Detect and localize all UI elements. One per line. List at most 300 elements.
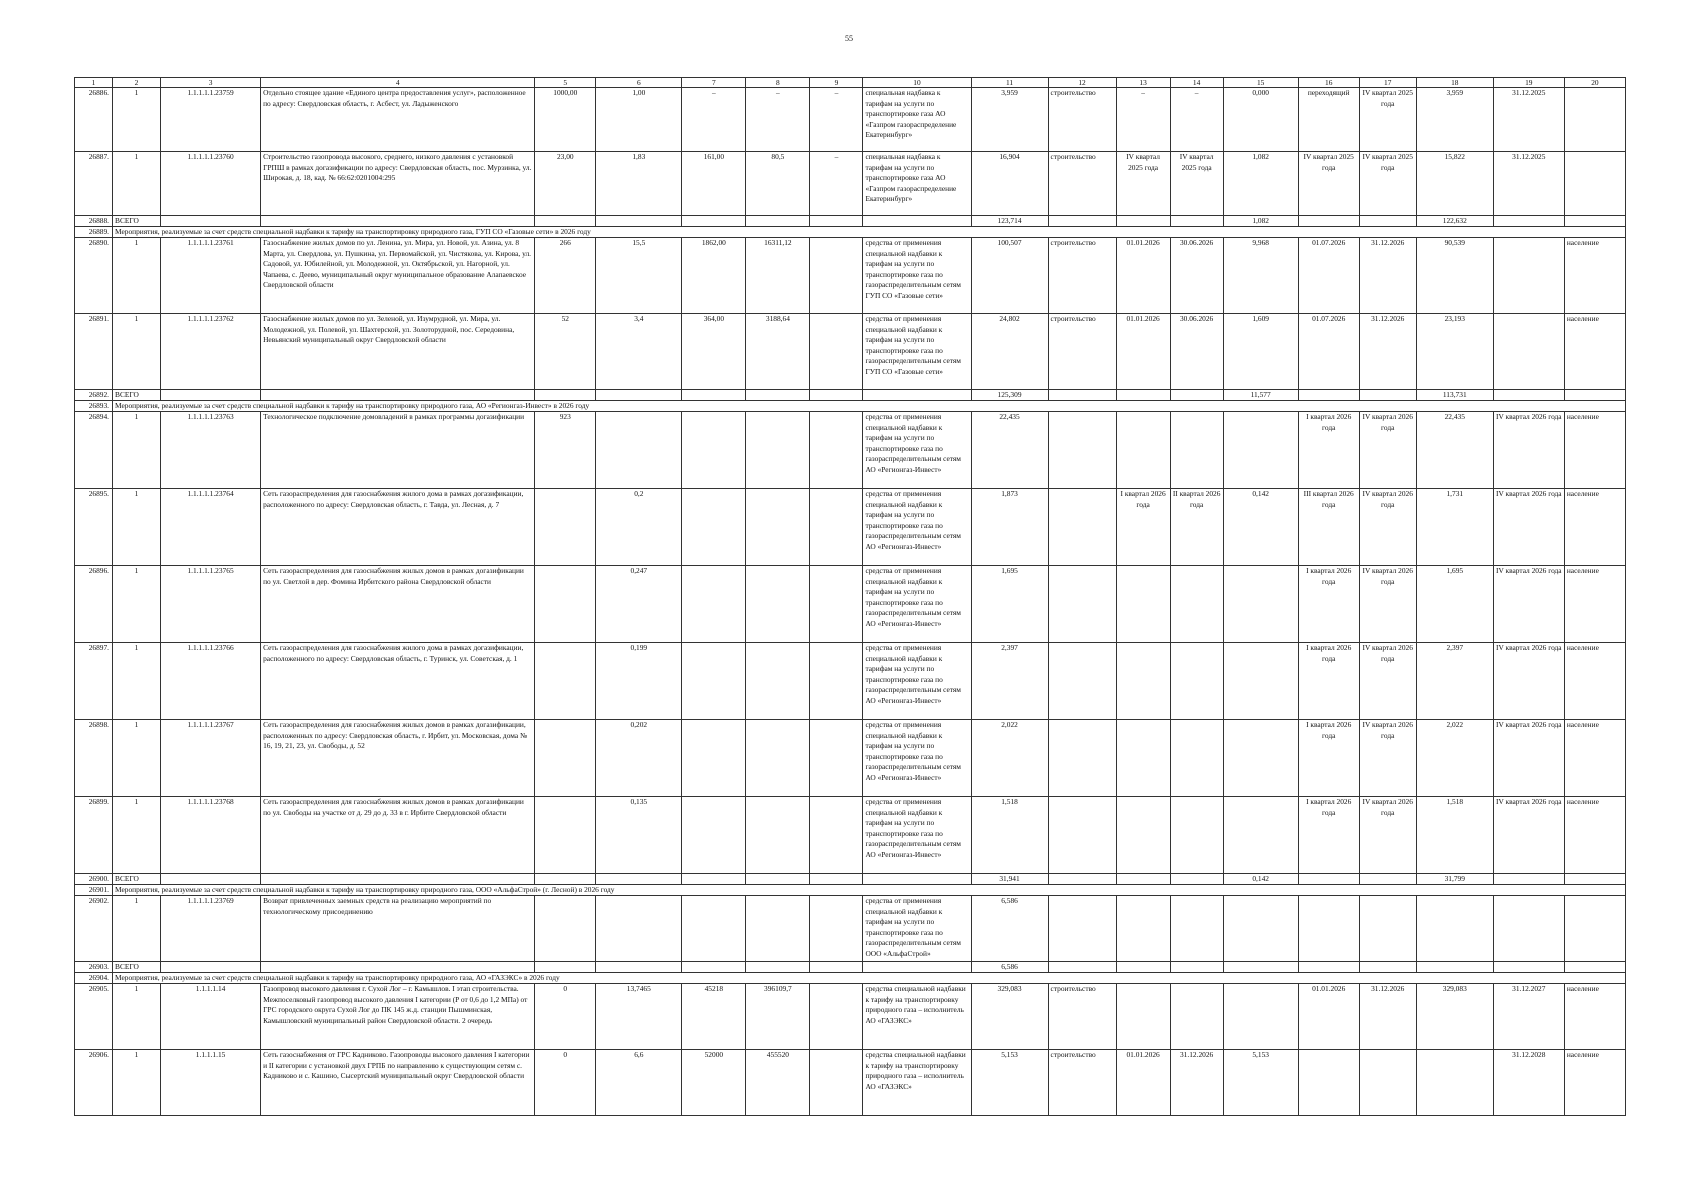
table-row [75,238,1626,314]
table-cell: население [1564,1050,1625,1116]
table-cell [261,216,535,227]
table-cell [161,962,261,973]
table-cell: IV квартал 2026 года [1359,566,1416,643]
table-cell: 22,435 [971,412,1048,489]
table-cell: 0,202 [596,720,682,797]
column-number-header: 7 [682,78,746,88]
table-cell: средства специальной надбавки к тарифу на транспортировку природного газа – исполнитель АО «ГАЗЭКС» [863,984,971,1050]
table-cell: 1 [113,643,161,720]
table-cell [1048,566,1116,643]
row-number-cell: 26894. [75,412,113,489]
table-cell: 23,00 [535,152,596,216]
table-cell: 0,142 [1223,489,1298,566]
table-cell: 1,082 [1223,216,1298,227]
table-cell: 125,309 [971,390,1048,401]
table-cell [535,566,596,643]
table-cell: 1.1.1.1.14 [161,984,261,1050]
table-cell: строительство [1048,314,1116,390]
table-cell [1493,874,1564,885]
table-cell [1048,797,1116,874]
table-row [75,797,1626,874]
table-cell: III квартал 2026 года [1298,489,1359,566]
table-cell: население [1564,984,1625,1050]
table-cell: 0,142 [1223,874,1298,885]
table-cell: население [1564,797,1625,874]
table-cell [1048,643,1116,720]
row-number-cell: 26888. [75,216,113,227]
table-cell: 1,082 [1223,152,1298,216]
table-cell: 16,904 [971,152,1048,216]
table-cell: 455520 [746,1050,810,1116]
table-cell [1493,962,1564,973]
table-cell: население [1564,566,1625,643]
table-cell [810,238,863,314]
table-cell [810,412,863,489]
table-cell [810,314,863,390]
table-cell: 1.1.1.1.1.23760 [161,152,261,216]
table-cell [746,962,810,973]
column-number-header: 3 [161,78,261,88]
table-cell [1564,390,1625,401]
table-cell: 1 [113,720,161,797]
table-cell: 2,022 [971,720,1048,797]
table-cell: 0,135 [596,797,682,874]
table-cell [1170,412,1223,489]
table-cell: 1 [113,152,161,216]
table-cell: средства от применения специальной надбавки к тарифам на услуги по транспортировке газа по газораспределительным сетям ООО «АльфаСтрой» [863,896,971,962]
table-cell: 01.01.2026 [1116,314,1170,390]
table-cell: 31.12.2025 [1493,88,1564,152]
table-cell: – [810,152,863,216]
section-header-row [75,401,1626,412]
section-header-row [75,227,1626,238]
table-cell: 31.12.2025 [1493,152,1564,216]
table-cell: 01.07.2026 [1298,314,1359,390]
row-number-cell: 26897. [75,643,113,720]
table-cell [1170,390,1223,401]
table-cell [1416,896,1493,962]
table-cell: ВСЕГО [113,390,161,401]
table-cell [746,797,810,874]
table-cell: Технологическое подключение домовладений в рамках программы догазификации [261,412,535,489]
table-cell: строительство [1048,984,1116,1050]
column-number-header: 14 [1170,78,1223,88]
column-number-header: 11 [971,78,1048,88]
table-cell [1298,216,1359,227]
table-cell [746,566,810,643]
table-cell: 1 [113,412,161,489]
table-cell: 5,153 [1223,1050,1298,1116]
table-cell: – [1116,88,1170,152]
table-cell [1564,216,1625,227]
column-number-header: 2 [113,78,161,88]
table-cell: 80,5 [746,152,810,216]
table-cell: 31,799 [1416,874,1493,885]
column-number-header: 20 [1564,78,1625,88]
table-cell [1223,643,1298,720]
table-cell [1223,984,1298,1050]
table-cell: Сеть газоснабжения от ГРС Кадниково. Газопроводы высокого давления I категории и II категории с установкой двух ГРПБ по направлению к существующим сетям с. Кадниково и с. Кашино, Сысертский муниципальный округ Свердловской области [261,1050,535,1116]
column-number-header: 18 [1416,78,1493,88]
table-cell: 100,507 [971,238,1048,314]
table-cell [682,896,746,962]
table-cell: IV квартал 2026 года [1359,643,1416,720]
table-cell: I квартал 2026 года [1116,489,1170,566]
table-cell [596,874,682,885]
column-number-header: 6 [596,78,682,88]
table-cell [1359,874,1416,885]
table-cell: 1,518 [971,797,1048,874]
table-row [75,566,1626,643]
table-cell: специальная надбавка к тарифам на услуги по транспортировке газа АО «Газпром газораспределение Екатеринбург» [863,152,971,216]
table-cell [682,489,746,566]
table-cell: 01.01.2026 [1116,238,1170,314]
table-cell: IV квартал 2026 года [1359,797,1416,874]
table-cell: 1 [113,88,161,152]
table-cell [1493,216,1564,227]
table-cell [596,962,682,973]
table-cell: население [1564,412,1625,489]
column-number-header: 5 [535,78,596,88]
table-cell [1048,390,1116,401]
table-cell: 01.01.2026 [1116,1050,1170,1116]
table-cell [1170,643,1223,720]
table-row [75,720,1626,797]
table-cell [261,962,535,973]
column-number-header: 4 [261,78,535,88]
table-cell [1359,896,1416,962]
table-cell: Сеть газораспределения для газоснабжения жилых домов в рамках догазификации по ул. Свободы на участке от д. 29 до д. 33 в г. Ирбите Свердловской области [261,797,535,874]
table-cell [682,412,746,489]
table-cell [746,896,810,962]
table-cell [1223,962,1298,973]
table-cell: ВСЕГО [113,216,161,227]
table-cell [863,874,971,885]
table-cell: IV квартал 2026 года [1493,566,1564,643]
table-cell [1359,1050,1416,1116]
table-cell: 45218 [682,984,746,1050]
table-cell: I квартал 2026 года [1298,643,1359,720]
column-number-header: 1 [75,78,113,88]
table-cell: 1.1.1.1.1.23766 [161,643,261,720]
table-cell: 1.1.1.1.15 [161,1050,261,1116]
table-cell: 1.1.1.1.1.23762 [161,314,261,390]
table-row [75,1050,1626,1116]
table-cell [1048,720,1116,797]
table-cell: 23,193 [1416,314,1493,390]
row-number-cell: 26890. [75,238,113,314]
table-cell [596,896,682,962]
section-title-cell: Мероприятия, реализуемые за счет средств специальной надбавки к тарифу на транспортировку природного газа, АО «ГАЗЭКС» в 2026 году [113,973,1626,984]
table-cell: 1.1.1.1.1.23764 [161,489,261,566]
table-cell [596,412,682,489]
table-cell [1564,896,1625,962]
table-cell: 31.12.2027 [1493,984,1564,1050]
table-cell [1493,390,1564,401]
table-cell [1359,962,1416,973]
table-cell: Газоснабжение жилых домов по ул. Ленина, ул. Мира, ул. Новой, ул. Азина, ул. 8 Марта, ул. Свердлова, ул. Пушкина, ул. Первомайской, ул. Чистякова, ул. Кирова, ул. Садовой, ул. Юбилейной, ул. Молодежной, ул. Октябрьской, ул. Нагорной, ул. Чапаева, с. Деево, муниципальный округ муниципальное образование Алапаевское Свердловской области [261,238,535,314]
table-cell [1298,962,1359,973]
table-cell: Возврат привлеченных заемных средств на реализацию мероприятий по технологическому присоединению [261,896,535,962]
table-cell [1223,720,1298,797]
table-cell: 31,941 [971,874,1048,885]
table-cell: IV квартал 2026 года [1493,412,1564,489]
table-cell: специальная надбавка к тарифам на услуги по транспортировке газа АО «Газпром газораспределение Екатеринбург» [863,88,971,152]
table-cell [1116,216,1170,227]
table-cell: 11,577 [1223,390,1298,401]
table-cell [1416,962,1493,973]
table-cell: 13,7465 [596,984,682,1050]
table-row [75,88,1626,152]
table-cell: 1,518 [1416,797,1493,874]
table-cell [261,390,535,401]
table-cell: 0,199 [596,643,682,720]
total-row [75,874,1626,885]
table-cell [1170,962,1223,973]
table-cell: 90,539 [1416,238,1493,314]
table-cell [682,566,746,643]
table-cell: IV квартал 2026 года [1359,720,1416,797]
table-cell [1116,962,1170,973]
table-cell [810,643,863,720]
table-cell: 15,5 [596,238,682,314]
table-cell [1493,238,1564,314]
table-cell: 3188,64 [746,314,810,390]
table-cell: – [746,88,810,152]
table-cell [810,1050,863,1116]
table-cell: Сеть газораспределения для газоснабжения жилых домов в рамках догазификации по ул. Светлой в дер. Фомина Ирбитского района Свердловской области [261,566,535,643]
table-cell [1298,896,1359,962]
table-cell: 6,6 [596,1050,682,1116]
table-cell [810,720,863,797]
table-cell: 2,022 [1416,720,1493,797]
table-cell [682,643,746,720]
table-cell [1116,874,1170,885]
table-cell: – [1170,88,1223,152]
table-cell: Отдельно стоящее здание «Единого центра предоставления услуг», расположенное по адресу: Свердловская область, г. Асбест, ул. Ладыженского [261,88,535,152]
row-number-cell: 26896. [75,566,113,643]
row-number-cell: 26892. [75,390,113,401]
column-number-header: 8 [746,78,810,88]
section-header-row [75,973,1626,984]
table-cell [1359,390,1416,401]
column-number-header: 12 [1048,78,1116,88]
table-cell: 1,873 [971,489,1048,566]
table-cell [810,962,863,973]
table-cell [1298,1050,1359,1116]
table-cell: средства от применения специальной надбавки к тарифам на услуги по транспортировке газа по газораспределительным сетям АО «Регионгаз-Инвест» [863,720,971,797]
table-cell: 1,83 [596,152,682,216]
row-number-cell: 26899. [75,797,113,874]
table-cell: население [1564,489,1625,566]
table-cell [1298,874,1359,885]
table-cell: Сеть газораспределения для газоснабжения жилого дома в рамках догазификации, расположенного по адресу: Свердловская область, г. Туринск, ул. Советская, д. 1 [261,643,535,720]
table-cell [1359,216,1416,227]
table-cell: 22,435 [1416,412,1493,489]
table-cell [535,390,596,401]
table-cell [810,797,863,874]
table-cell: II квартал 2026 года [1170,489,1223,566]
table-cell: средства от применения специальной надбавки к тарифам на услуги по транспортировке газа по газораспределительным сетям АО «Регионгаз-Инвест» [863,412,971,489]
table-cell: 1 [113,984,161,1050]
table-cell: 15,822 [1416,152,1493,216]
table-cell: 3,4 [596,314,682,390]
table-cell: 1 [113,797,161,874]
section-header-row [75,885,1626,896]
table-cell: Сеть газораспределения для газоснабжения жилого дома в рамках догазификации, расположенного по адресу: Свердловская область, г. Тавда, ул. Лесная, д. 7 [261,489,535,566]
table-cell [1048,896,1116,962]
table-cell: 113,731 [1416,390,1493,401]
table-cell: IV квартал 2026 года [1359,489,1416,566]
table-cell: 266 [535,238,596,314]
table-cell: 161,00 [682,152,746,216]
table-cell: 1,00 [596,88,682,152]
table-cell [1170,566,1223,643]
table-cell: 0,2 [596,489,682,566]
table-cell [810,216,863,227]
table-cell [1048,874,1116,885]
row-number-cell: 26906. [75,1050,113,1116]
table-cell [1564,152,1625,216]
table-cell [863,962,971,973]
table-cell [1223,412,1298,489]
row-number-cell: 26903. [75,962,113,973]
table-cell [863,390,971,401]
table-cell [261,874,535,885]
table-cell [1116,984,1170,1050]
table-row [75,412,1626,489]
table-cell: 1 [113,238,161,314]
table-cell: средства специальной надбавки к тарифу на транспортировку природного газа – исполнитель АО «ГАЗЭКС» [863,1050,971,1116]
column-number-header: 15 [1223,78,1298,88]
table-cell: 2,397 [1416,643,1493,720]
table-cell [1116,896,1170,962]
table-cell: 30.06.2026 [1170,314,1223,390]
column-number-header: 16 [1298,78,1359,88]
table-cell: 1.1.1.1.1.23763 [161,412,261,489]
table-cell: 2,397 [971,643,1048,720]
row-number-cell: 26898. [75,720,113,797]
table-cell [1170,874,1223,885]
table-cell: 364,00 [682,314,746,390]
table-cell [1116,390,1170,401]
column-number-header: 10 [863,78,971,88]
row-number-cell: 26902. [75,896,113,962]
table-cell: 31.12.2028 [1493,1050,1564,1116]
table-cell: 6,586 [971,962,1048,973]
table-cell: 1.1.1.1.1.23761 [161,238,261,314]
table-cell: ВСЕГО [113,962,161,973]
table-cell: IV квартал 2025 года [1116,152,1170,216]
table-cell: 01.01.2026 [1298,984,1359,1050]
table-cell: IV квартал 2025 года [1170,152,1223,216]
table-cell [1493,896,1564,962]
table-cell: 0 [535,1050,596,1116]
table-cell: 1.1.1.1.1.23768 [161,797,261,874]
table-cell [535,643,596,720]
table-cell [535,797,596,874]
table-cell: – [810,88,863,152]
table-cell [810,874,863,885]
table-cell [1116,412,1170,489]
table-cell [1048,216,1116,227]
table-cell [746,874,810,885]
table-cell: 1862,00 [682,238,746,314]
table-cell [535,962,596,973]
table-cell: 6,586 [971,896,1048,962]
table-cell: строительство [1048,152,1116,216]
table-cell: население [1564,314,1625,390]
table-cell: 31.12.2026 [1170,1050,1223,1116]
table-cell [535,720,596,797]
table-cell [1116,797,1170,874]
table-cell [746,643,810,720]
table-cell [1048,412,1116,489]
table-cell [535,216,596,227]
column-number-header-row [75,78,1626,88]
table-cell: 1 [113,566,161,643]
table-cell [682,874,746,885]
table-cell [1298,390,1359,401]
table-cell: средства от применения специальной надбавки к тарифам на услуги по транспортировке газа по газораспределительным сетям АО «Регионгаз-Инвест» [863,643,971,720]
table-cell [1116,566,1170,643]
table-cell: строительство [1048,1050,1116,1116]
table-cell: 1000,00 [535,88,596,152]
table-cell [682,720,746,797]
table-cell: 122,632 [1416,216,1493,227]
table-cell [1223,797,1298,874]
table-cell: 31.12.2026 [1359,238,1416,314]
table-cell: средства от применения специальной надбавки к тарифам на услуги по транспортировке газа по газораспределительным сетям АО «Регионгаз-Инвест» [863,566,971,643]
table-cell: средства от применения специальной надбавки к тарифам на услуги по транспортировке газа по газораспределительным сетям ГУП СО «Газовые сети» [863,238,971,314]
table-cell [1564,874,1625,885]
table-cell [746,489,810,566]
table-cell [1048,489,1116,566]
table-cell: средства от применения специальной надбавки к тарифам на услуги по транспортировке газа по газораспределительным сетям ГУП СО «Газовые сети» [863,314,971,390]
table-cell: 16311,12 [746,238,810,314]
table-cell [1493,314,1564,390]
table-row [75,152,1626,216]
section-title-cell: Мероприятия, реализуемые за счет средств специальной надбавки к тарифу на транспортировку природного газа, ООО «АльфаСтрой» (г. Лесной) в 2026 году [113,885,1626,896]
table-cell: 1 [113,314,161,390]
column-number-header: 9 [810,78,863,88]
table-cell: IV квартал 2026 года [1493,643,1564,720]
table-cell [682,216,746,227]
table-row [75,896,1626,962]
table-cell: 31.12.2026 [1359,314,1416,390]
table-cell [535,489,596,566]
table-cell: строительство [1048,238,1116,314]
table-cell: 0,247 [596,566,682,643]
table-cell: IV квартал 2025 года [1359,88,1416,152]
table-cell: 1.1.1.1.1.23767 [161,720,261,797]
table-cell: Газоснабжение жилых домов по ул. Зеленой, ул. Изумрудной, ул. Мира, ул. Молодежной, ул. Полевой, ул. Шахтерской, ул. Золоторудной, пос. Середовина, Невьянский муниципальный округ Свердловской области [261,314,535,390]
table-cell [1416,1050,1493,1116]
table-cell: I квартал 2026 года [1298,566,1359,643]
row-number-cell: 26887. [75,152,113,216]
table-cell: 1 [113,489,161,566]
table-cell: 1 [113,1050,161,1116]
table-cell: ВСЕГО [113,874,161,885]
table-cell: 52 [535,314,596,390]
column-number-header: 17 [1359,78,1416,88]
table-row [75,643,1626,720]
table-cell: 30.06.2026 [1170,238,1223,314]
section-title-cell: Мероприятия, реализуемые за счет средств специальной надбавки к тарифу на транспортировку природного газа, АО «Регионгаз-Инвест» в 2026 году [113,401,1626,412]
row-number-cell: 26891. [75,314,113,390]
table-cell [746,390,810,401]
table-cell [810,566,863,643]
